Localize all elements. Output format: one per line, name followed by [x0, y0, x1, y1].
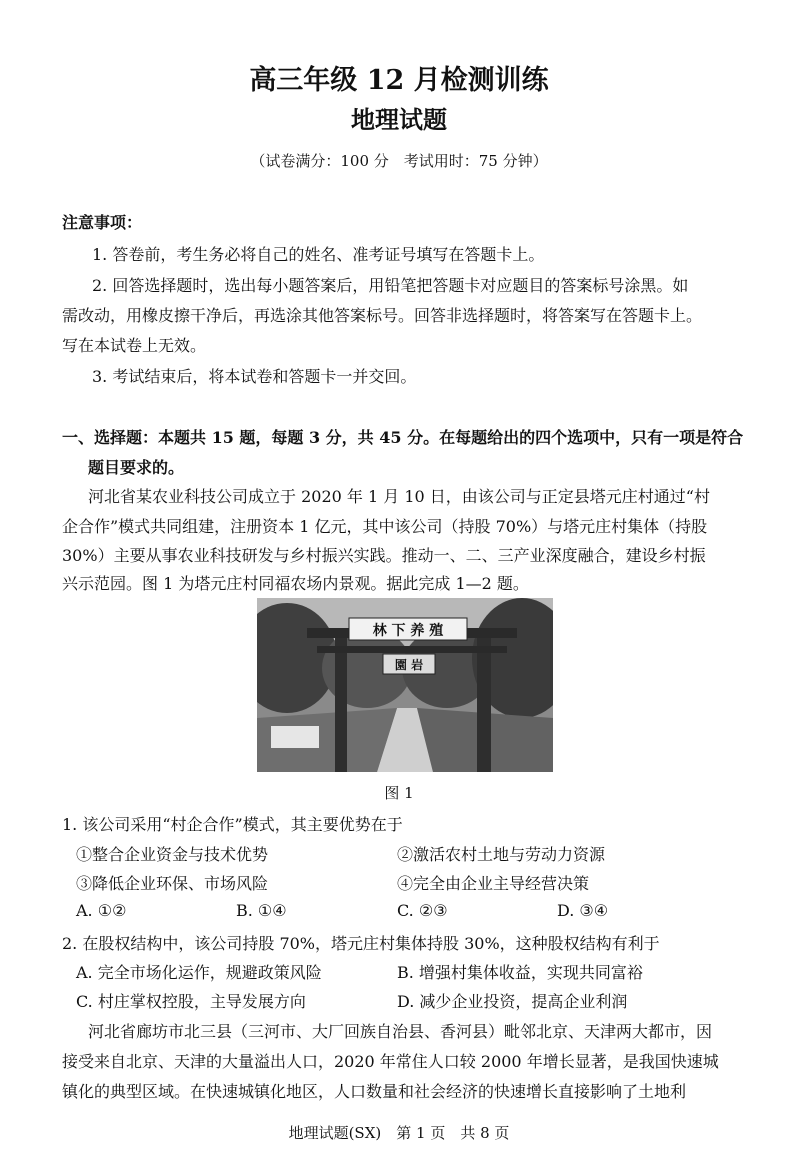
q1-option-b: B. ①④: [236, 901, 287, 920]
section-heading-line1: 一、选择题：本题共 15 题，每题 3 分，共 45 分。在每题给出的四个选项中，只有一项是符合: [62, 428, 744, 447]
q1-stem: 1. 该公司采用“村企合作”模式，其主要优势在于: [62, 815, 403, 834]
q1-statement-1: ①整合企业资金与技术优势: [76, 845, 269, 864]
exam-meta: （试卷满分：100 分 考试用时：75 分钟）: [250, 152, 548, 170]
gate-sign-bottom: 園 岩: [394, 658, 424, 672]
figure-caption: 图 1: [384, 784, 414, 802]
passage2-line2: 接受来自北京、天津的大量溢出人口，2020 年常住人口较 2000 年增长显著，是我国快速城: [62, 1052, 719, 1071]
q1-statement-2: ②激活农村土地与劳动力资源: [397, 845, 606, 864]
q2-stem: 2. 在股权结构中，该公司持股 70%，塔元庄村集体持股 30%，这种股权结构有利于: [62, 934, 660, 953]
farm-photo: [257, 598, 553, 772]
passage1-line2: 企合作”模式共同组建，注册资本 1 亿元，其中该公司（持股 70%）与塔元庄村集体（持股: [62, 517, 708, 536]
section-heading-line2: 题目要求的。: [88, 458, 185, 477]
q2-option-c: C. 村庄掌权控股，主导发展方向: [76, 992, 306, 1011]
q2-option-b: B. 增强村集体收益，实现共同富裕: [397, 963, 643, 982]
passage1-line4: 兴示范园。图 1 为塔元庄村同福农场内景观。据此完成 1—2 题。: [62, 574, 529, 593]
q1-statement-3: ③降低企业环保、市场风险: [76, 874, 269, 893]
q1-option-d: D. ③④: [557, 901, 609, 920]
passage1-line1: 河北省某农业科技公司成立于 2020 年 1 月 10 日，由该公司与正定县塔元庄村通过“村: [88, 487, 710, 506]
notice-heading: 注意事项：: [62, 213, 143, 232]
page-footer: 地理试题(SX) 第 1 页 共 8 页: [288, 1124, 510, 1142]
gate-sign-top: 林 下 养 殖: [372, 623, 444, 639]
passage2-line1: 河北省廊坊市北三县（三河市、大厂回族自治县、香河县）毗邻北京、天津两大都市，因: [88, 1022, 713, 1041]
notice-item-2-line3: 写在本试卷上无效。: [62, 336, 207, 355]
q1-statement-4: ④完全由企业主导经营决策: [397, 874, 590, 893]
q2-option-a: A. 完全市场化运作，规避政策风险: [76, 963, 322, 982]
q2-option-d: D. 减少企业投资，提高企业利润: [397, 992, 628, 1011]
notice-item-2-line1: 2. 回答选择题时，选出每小题答案后，用铅笔把答题卡对应题目的答案标号涂黑。如: [92, 276, 689, 295]
passage1-line3: 30%）主要从事农业科技研发与乡村振兴实践。推动一、二、三产业深度融合，建设乡村振: [62, 546, 706, 565]
q1-option-c: C. ②③: [397, 901, 448, 920]
notice-item-3: 3. 考试结束后，将本试卷和答题卡一并交回。: [92, 367, 417, 386]
exam-subject: 地理试题: [351, 105, 447, 134]
q1-option-a: A. ①②: [76, 901, 127, 920]
passage2-line3: 镇化的典型区域。在快速城镇化地区，人口数量和社会经济的快速增长直接影响了土地利: [62, 1082, 687, 1101]
notice-item-2-line2: 需改动，用橡皮擦干净后，再选涂其他答案标号。回答非选择题时，将答案写在答题卡上。: [62, 306, 703, 325]
exam-title: 高三年级 12 月检测训练: [249, 65, 549, 96]
notice-item-1: 1. 答卷前，考生务必将自己的姓名、准考证号填写在答题卡上。: [92, 245, 545, 264]
